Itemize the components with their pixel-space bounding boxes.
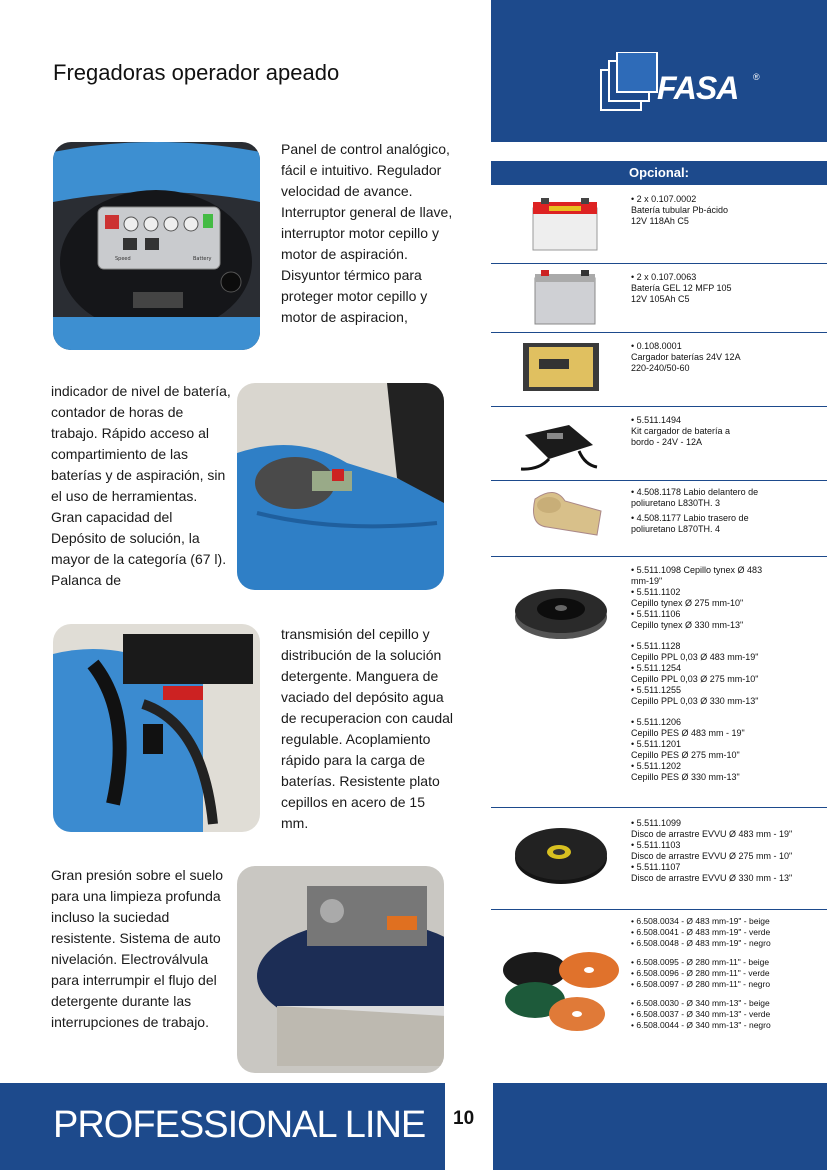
optional-row-tubular-battery: [491, 186, 827, 264]
page-number: 10: [453, 1108, 475, 1129]
paragraph-brush-transmission: transmisión del cepillo y distribución de la solución detergente. Manguera de vaciado del depósito agua de recuperacion con caudal regulable. Acoplamiento rápido para la carga de baterías. Resistente plato cepillos en acero de 15 mm.: [281, 626, 454, 831]
registered-mark: ®: [753, 72, 760, 82]
opt-item: • 5.511.1206: [631, 717, 682, 727]
footer-banner-right: [493, 1083, 827, 1170]
opt-item: Cargador baterías 24V 12A: [631, 352, 741, 362]
opt-item: • 6.508.0097 - Ø 280 mm-11" - negro: [631, 979, 771, 989]
brush-deck-photo: [237, 866, 444, 1073]
squeegee-lip-image: [525, 485, 605, 545]
opt-item: • 5.511.1099: [631, 818, 682, 828]
opt-item: Cepillo PPL 0,03 Ø 330 mm-13": [631, 696, 759, 706]
opt-item: • 5.511.1098 Cepillo tynex Ø 483: [631, 565, 763, 575]
opt-item: • 6.508.0037 - Ø 340 mm-13" - verde: [631, 1009, 771, 1019]
hoses-photo: [53, 624, 260, 832]
opt-item: • 5.511.1202: [631, 761, 682, 771]
opt-item: 12V 118Ah C5: [631, 216, 689, 226]
optional-header: Opcional:: [491, 161, 827, 185]
footer-banner: [0, 1083, 445, 1170]
opt-item: • 5.511.1494: [631, 415, 682, 425]
opt-item: • 5.511.1103: [631, 840, 681, 850]
optional-row-charger: [491, 333, 827, 407]
paragraph-pressure: Gran presión sobre el suelo para una limpieza profunda incluso la suciedad resistente. Sistema de auto nivelación. Electroválvula para interrumpir el flujo del detergente durante las interrupciones de trabajo.: [51, 867, 223, 1030]
opt-item: • 2 x 0.107.0002: [631, 194, 697, 204]
optional-row-squeegee-lips: [491, 481, 827, 557]
brand-header: [491, 0, 827, 142]
speed-label: Speed: [115, 256, 131, 262]
opt-item: • 6.508.0096 - Ø 280 mm-11" - verde: [631, 968, 770, 978]
opt-item: Cepillo PES Ø 483 mm - 19": [631, 728, 745, 738]
brand-name: FASA: [657, 70, 739, 106]
opt-item: • 5.511.1201: [631, 739, 682, 749]
opt-item: • 6.508.0034 - Ø 483 mm-19" - beige: [631, 916, 770, 926]
opt-item: • 5.511.1128: [631, 641, 681, 651]
fasa-logo: [599, 52, 769, 114]
opt-item: Cepillo PPL 0,03 Ø 483 mm-19": [631, 652, 759, 662]
opt-item: • 4.508.1178 Labio delantero de: [631, 487, 759, 497]
charger-image: [521, 339, 601, 395]
opt-item: • 6.508.0095 - Ø 280 mm-11" - beige: [631, 957, 770, 967]
optional-row-drive-discs: [491, 808, 827, 910]
opt-item: • 5.511.1107: [631, 862, 681, 872]
charger-kit-image: [519, 415, 599, 475]
paragraph-control-panel: Panel de control analógico, fácil e intuitivo. Regulador velocidad de avance. Interruptor general de llave, interruptor motor cepillo y motor de aspiración. Disyuntor térmico para proteger motor cepillo y motor de aspiracion,: [281, 141, 453, 325]
battery-label: Battery: [193, 256, 212, 262]
opt-item: Batería tubular Pb-ácido: [631, 205, 729, 215]
opt-item: • 4.508.1177 Labio trasero de: [631, 513, 749, 523]
opt-item: Disco de arrastre EVVU Ø 330 mm - 13": [631, 873, 793, 883]
tubular-battery-image: [529, 198, 601, 254]
optional-row-gel-battery: [491, 264, 827, 333]
battery-compartment-photo: [237, 383, 444, 590]
drive-disc-image: [513, 824, 609, 888]
opt-item: • 5.511.1254: [631, 663, 682, 673]
optional-row-charger-kit: [491, 407, 827, 481]
opt-item: • 6.508.0030 - Ø 340 mm-13" - beige: [631, 998, 770, 1008]
opt-item: Batería GEL 12 MFP 105: [631, 283, 732, 293]
opt-item: Cepillo PES Ø 330 mm-13": [631, 772, 740, 782]
opt-item: Disco de arrastre EVVU Ø 275 mm - 10": [631, 851, 793, 861]
gel-battery-image: [531, 270, 599, 326]
opt-item: 220-240/50-60: [631, 363, 690, 373]
page-title: Fregadoras operador apeado: [53, 60, 340, 85]
opt-item: • 5.511.1106: [631, 609, 681, 619]
opt-item: Disco de arrastre EVVU Ø 483 mm - 19": [631, 829, 793, 839]
opt-item: Cepillo tynex Ø 330 mm-13": [631, 620, 744, 630]
optional-row-brushes: [491, 557, 827, 808]
opt-item: • 2 x 0.107.0063: [631, 272, 697, 282]
opt-item: 12V 105Ah C5: [631, 294, 690, 304]
opt-item: • 6.508.0044 - Ø 340 mm-13" - negro: [631, 1020, 771, 1030]
opt-item: Cepillo tynex Ø 275 mm-10": [631, 598, 744, 608]
opt-item: poliuretano L830TH. 3: [631, 498, 721, 508]
opt-item: Kit cargador de batería a: [631, 426, 731, 436]
brush-image: [513, 581, 609, 641]
opt-item: Cepillo PPL 0,03 Ø 275 mm-10": [631, 674, 759, 684]
opt-item: poliuretano L870TH. 4: [631, 524, 721, 534]
opt-item: mm-19": [631, 576, 663, 586]
pads-image: [501, 948, 621, 1038]
opt-item: • 5.511.1255: [631, 685, 682, 695]
opt-item: Cepillo PES Ø 275 mm-10": [631, 750, 740, 760]
footer-line-name: PROFESSIONAL LINE: [53, 1104, 426, 1146]
opt-item: • 6.508.0041 - Ø 483 mm-19" - verde: [631, 927, 771, 937]
opt-item: • 6.508.0048 - Ø 483 mm-19" - negro: [631, 938, 771, 948]
control-panel-photo: [53, 142, 260, 350]
opt-item: • 5.511.1102: [631, 587, 681, 597]
opt-item: bordo - 24V - 12A: [631, 437, 703, 447]
opt-item: • 0.108.0001: [631, 341, 682, 351]
paragraph-battery: indicador de nivel de batería, contador de horas de trabajo. Rápido acceso al compartimiento de las baterías y de aspiración, sin el uso de herramientas. Gran capacidad del Depósito de solución, la mayor de la categoría (67 l). Palanca de: [51, 383, 231, 588]
optional-row-pads: [491, 910, 827, 1060]
